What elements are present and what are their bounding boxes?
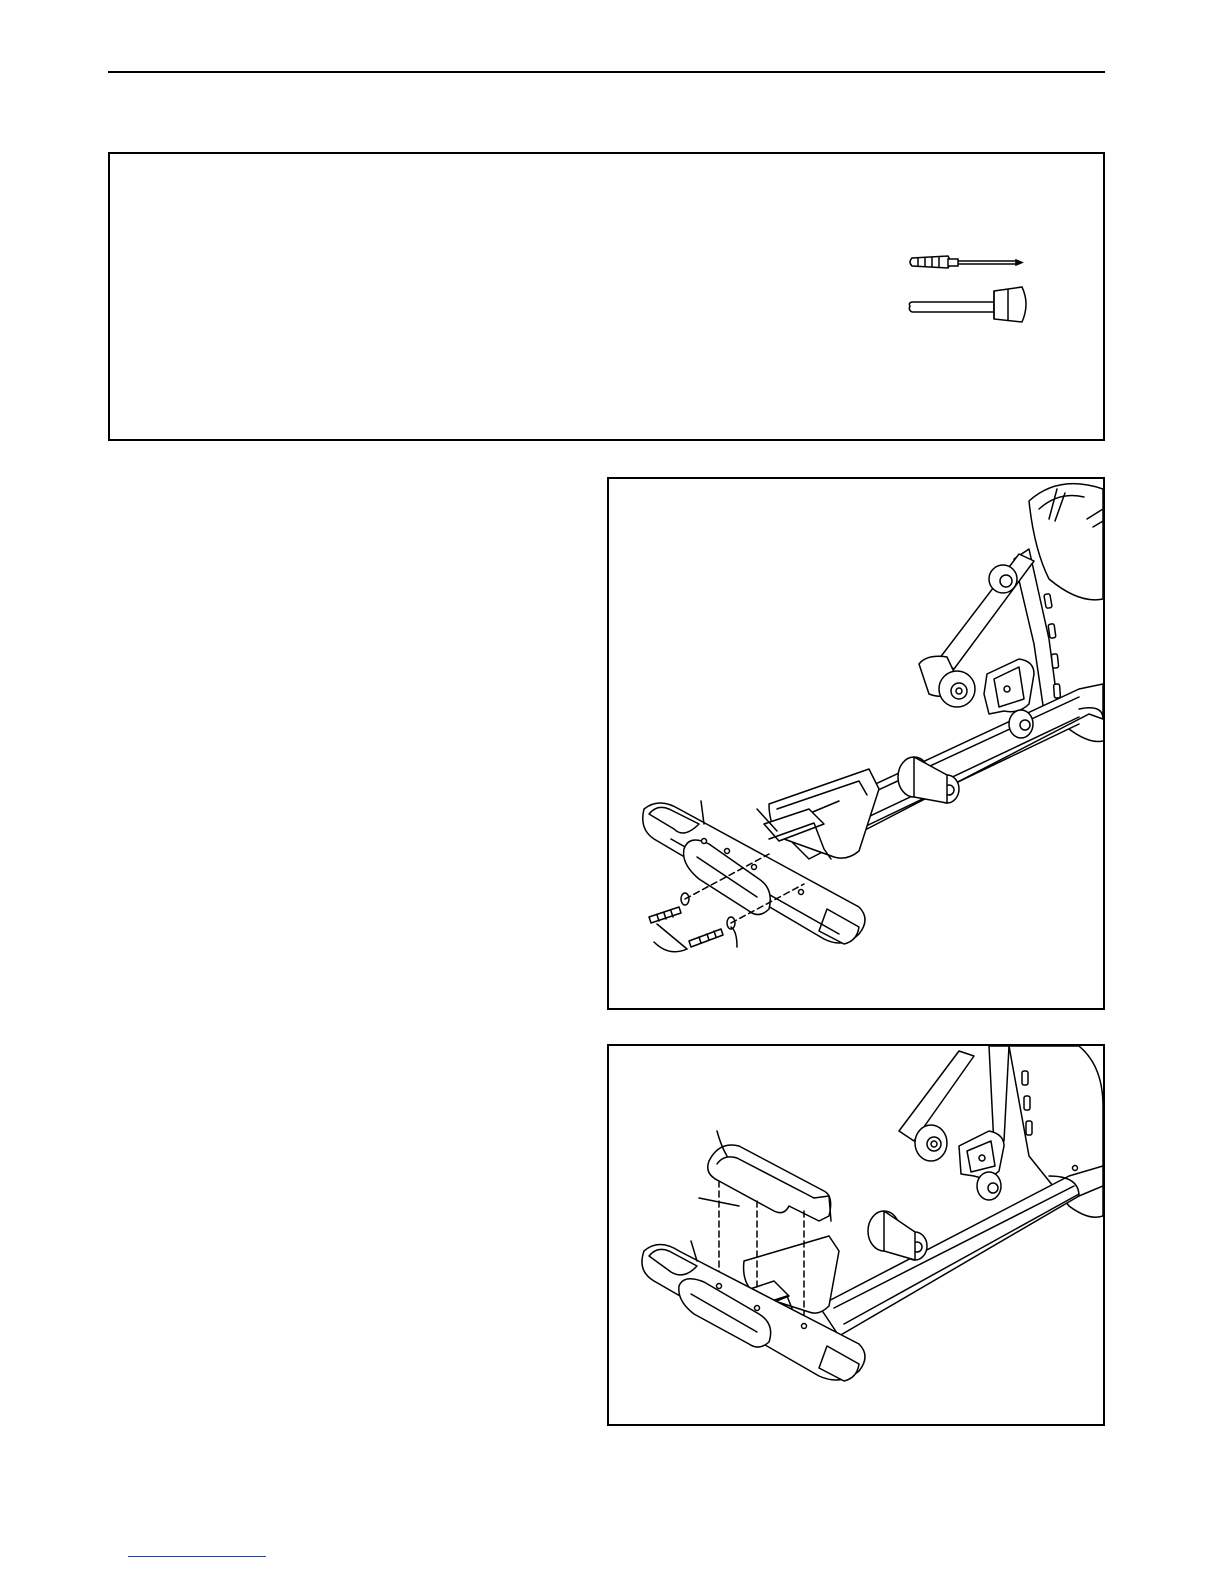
footer-link-underline[interactable] [128,1556,266,1557]
figure-1-stabilizer-assembly [607,477,1105,1010]
rubber-mallet-icon [909,287,1026,322]
tools-box [108,152,1105,441]
header-rule [108,71,1105,73]
tools-illustration [110,154,1103,439]
figure-2-illustration [609,1046,1103,1424]
figure-2-handle-assembly [607,1044,1105,1426]
phillips-screwdriver-icon [910,256,1022,268]
figure-1-illustration [609,479,1103,1008]
